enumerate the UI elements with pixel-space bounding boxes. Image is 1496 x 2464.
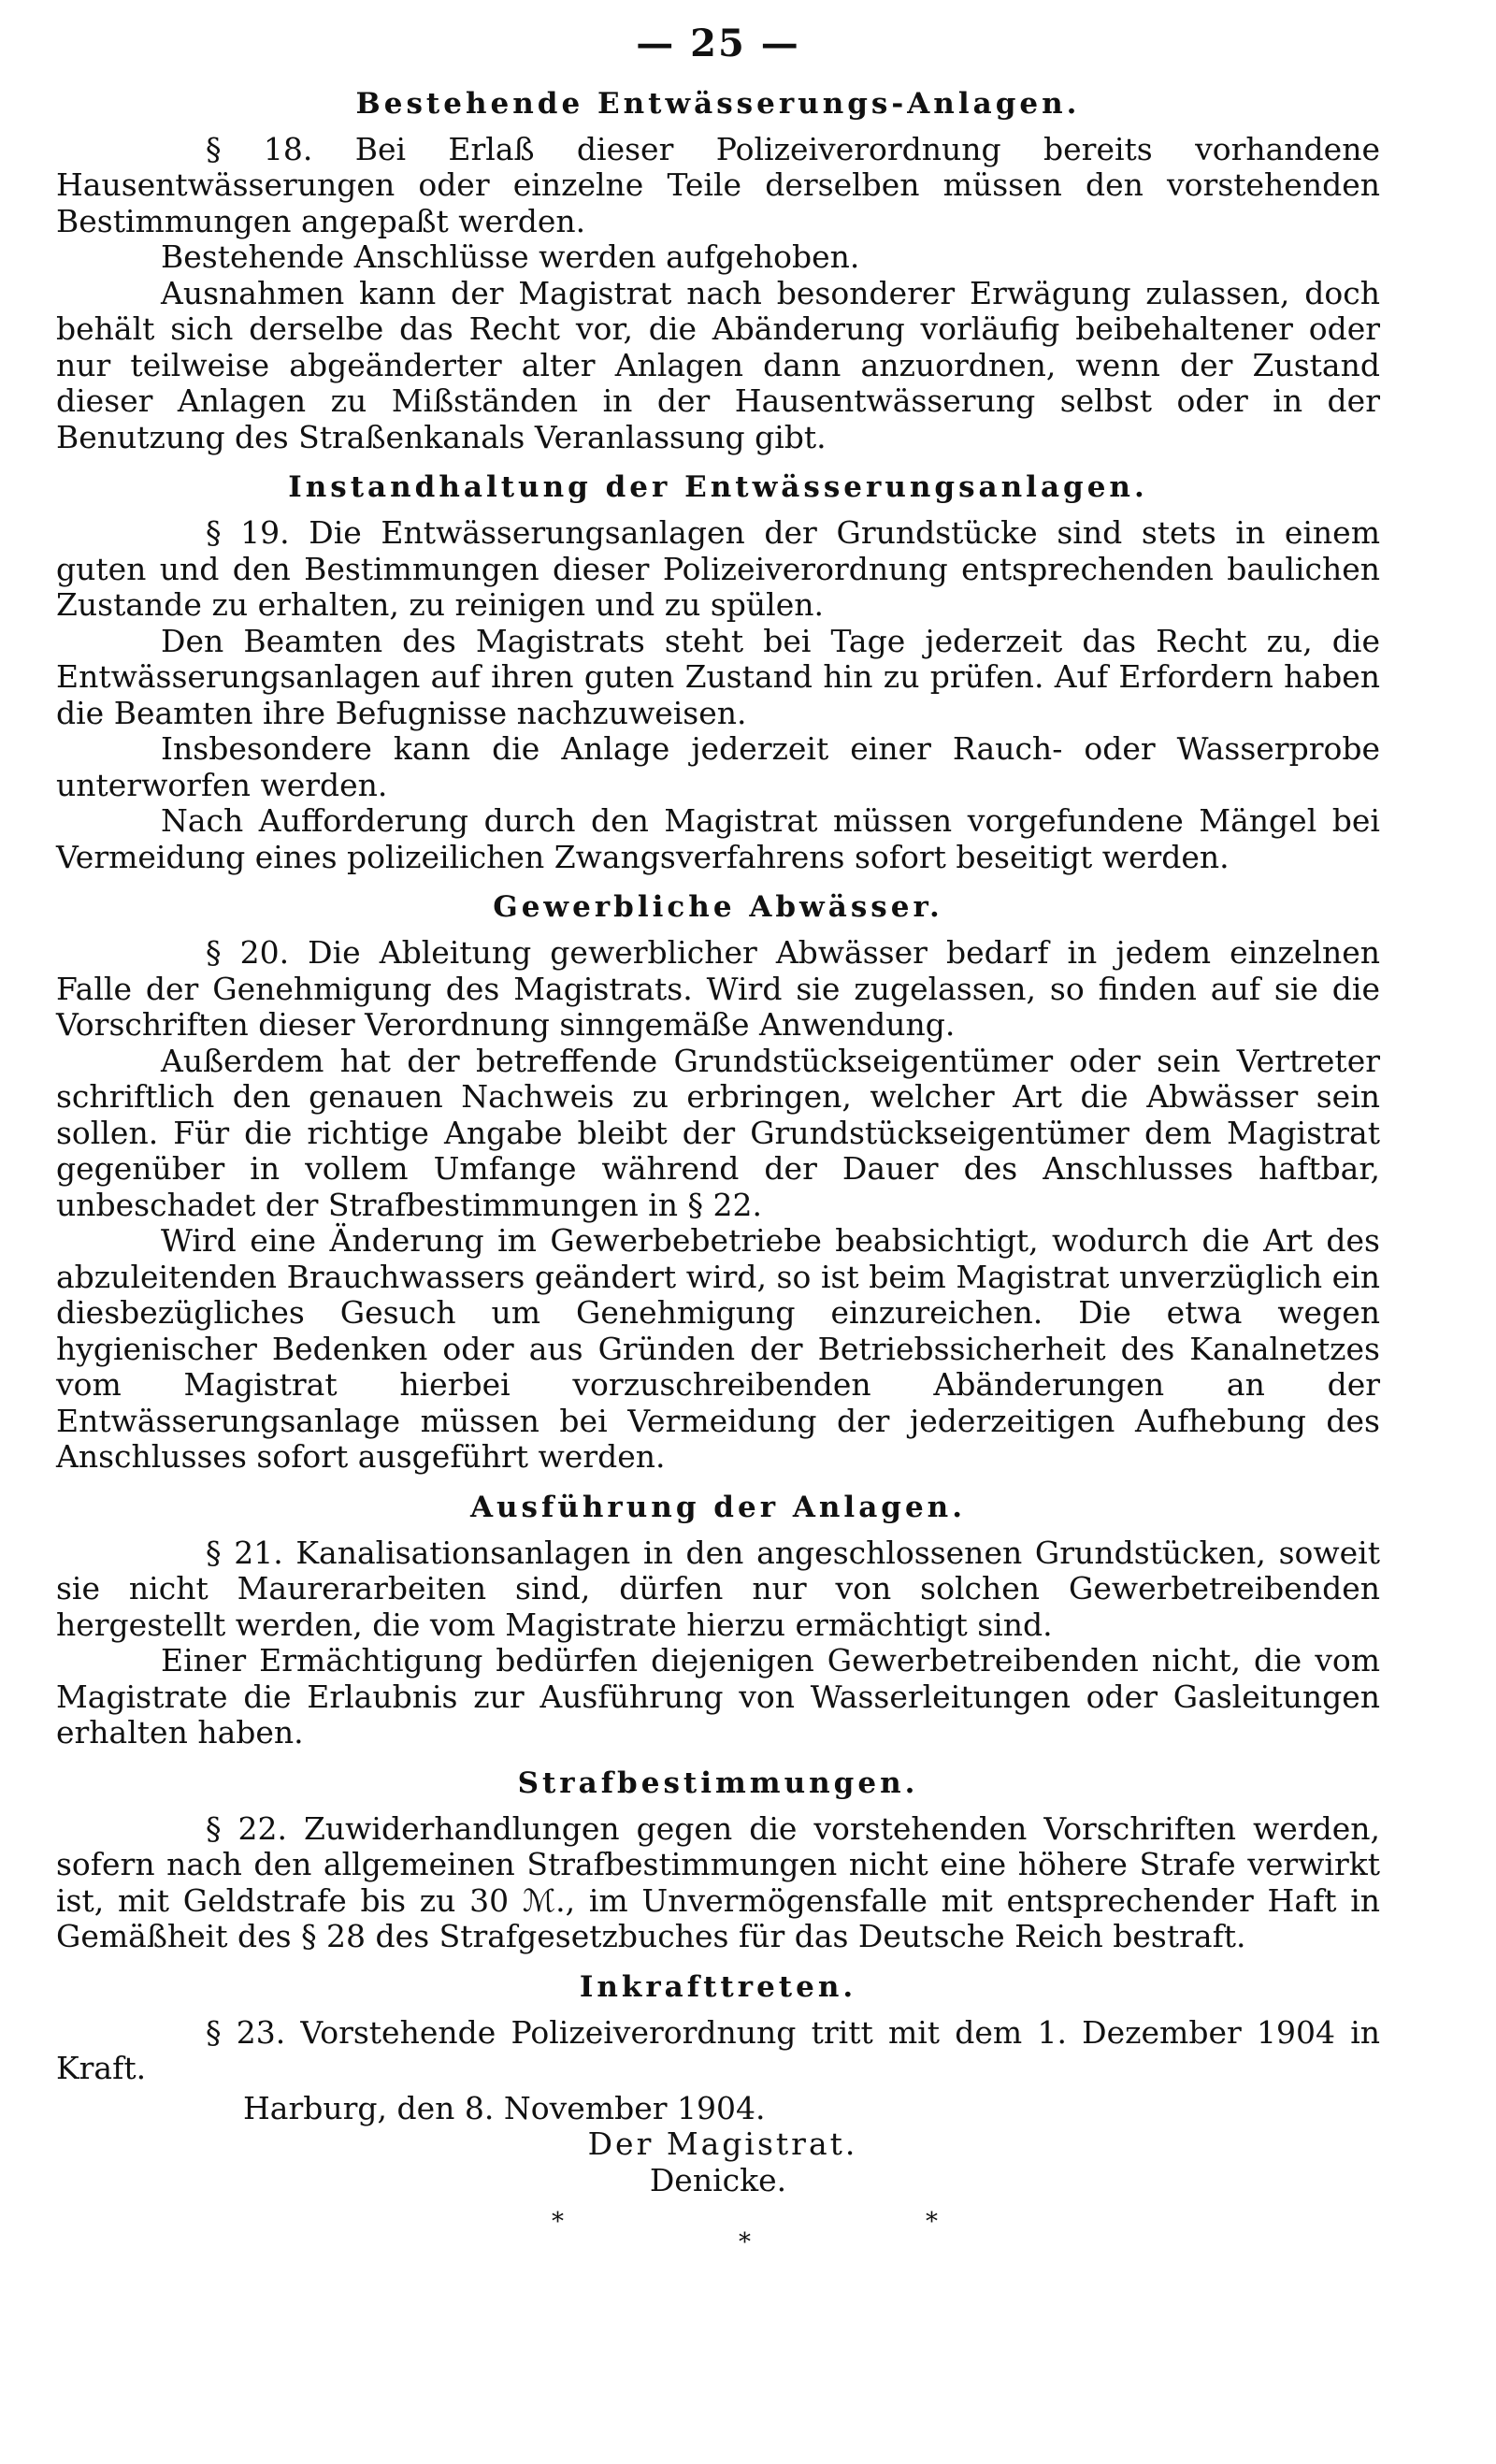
section-heading: Strafbestimmungen. (517, 1765, 919, 1800)
section-heading: Ausführung der Anlagen. (469, 1490, 967, 1524)
paragraph: § 20. Die Ableitung gewerblicher Abwässer bedarf in jedem einzelnen Falle der Genehmigung des Magistrats. Wird sie zugelassen, so finden auf sie die Vorschriften dieser Verordnung sinngemäße Anwendung. (56, 934, 1380, 1043)
section-heading: Gewerbliche Abwässer. (493, 890, 943, 924)
page-number: — 25 — (636, 22, 800, 65)
section-bestehende-anlagen (56, 85, 1380, 456)
section-strafbestimmungen (56, 1765, 1380, 1955)
paragraph: Einer Ermächtigung bedürfen diejenigen Gewerbetreibenden nicht, die vom Magistrate die Erlaubnis zur Ausführung von Wasserleitungen oder Gasleitungen erhalten haben. (56, 1642, 1380, 1751)
paragraph: § 22. Zuwiderhandlungen gegen die vorstehenden Vorschriften werden, sofern nach den allgemeinen Strafbestimmungen nicht eine höhere Strafe verwirkt ist, mit Geldstrafe bis zu 30 ℳ., im Unvermögensfalle mit entsprechender Haft in Gemäßheit des § 28 des Strafgesetzbuches für das Deutsche Reich bestraft. (56, 1809, 1380, 1954)
paragraph: Wird eine Änderung im Gewerbebetriebe beabsichtigt, wodurch die Art des abzuleitenden Brauchwassers geändert wird, so ist beim Magistrat unverzüglich ein diesbezügliches Gesuch um Genehmigung einzureichen. Die etwa wegen hygienischer Bedenken oder aus Gründen der Betriebssicherheit des Kanalnetzes vom Magistrat hierbei vorzuschreibenden Abänderungen an der Entwässerungsanlage müssen bei Vermeidung der jederzeitigen Aufhebung des Anschlusses sofort ausgeführt werden. (56, 1222, 1380, 1475)
section-heading: Inkrafttreten. (579, 1969, 857, 2004)
asterisk: * (552, 2208, 564, 2236)
paragraph: Bestehende Anschlüsse werden aufgehoben. (161, 238, 860, 275)
asterism-divider (56, 2204, 1380, 2260)
section-ausfuehrung (56, 1489, 1380, 1751)
section-gewerbliche-abwaesser (56, 888, 1380, 1476)
paragraph: § 19. Die Entwässerungsanlagen der Grundstücke sind stets in einem guten und den Bestimmungen dieser Polizeiverordnung entsprechenden baulichen Zustande zu erhalten, zu reinigen und zu spülen. (56, 514, 1380, 623)
signatory-name: Denicke. (649, 2161, 787, 2198)
signing-authority: Der Magistrat. (587, 2125, 858, 2162)
paragraph: § 21. Kanalisationsanlagen in den angeschlossenen Grundstücken, soweit sie nicht Maurerarbeiten sind, dürfen nur von solchen Gewerbetreibenden hergestellt werden, die vom Magistrate hierzu ermächtigt sind. (56, 1534, 1380, 1643)
paragraph: Den Beamten des Magistrats steht bei Tage jederzeit das Recht zu, die Entwässerungsanlagen auf ihren guten Zustand hin zu prüfen. Auf Erfordern haben die Beamten ihre Befugnisse nachzuweisen. (56, 622, 1380, 731)
paragraph: § 18. Bei Erlaß dieser Polizeiverordnung bereits vorhandene Hausentwässerungen oder einzelne Teile derselben müssen den vorstehenden Bestimmungen angepaßt werden. (56, 130, 1380, 239)
signature-block (56, 2091, 1380, 2199)
section-heading: Instandhaltung der Entwässerungsanlagen. (288, 470, 1148, 504)
paragraph: Außerdem hat der betreffende Grundstückseigentümer oder sein Vertreter schriftlich den genauen Nachweis zu erbringen, welcher Art die Abwässer sein sollen. Für die richtige Angabe bleibt der Grundstückseigentümer dem Magistrat gegenüber in vollem Umfange während der Dauer des Anschlusses haftbar, unbeschadet der Strafbestimmungen in § 22. (56, 1042, 1380, 1223)
asterisk: * (926, 2208, 938, 2236)
section-instandhaltung (56, 468, 1380, 875)
paragraph: Ausnahmen kann der Magistrat nach besonderer Erwägung zulassen, doch behält sich derselbe das Recht vor, die Abänderung vorläufig beibehaltener oder nur teilweise abgeänderter alter Anlagen dann anzuordnen, wenn der Zustand dieser Anlagen zu Mißständen in der Hausentwässerung selbst oder in der Benutzung des Straßenkanals Veranlassung gibt. (56, 274, 1380, 455)
asterisk: * (739, 2228, 751, 2256)
place-date: Harburg, den 8. November 1904. (243, 2089, 766, 2126)
paragraph: § 23. Vorstehende Polizeiverordnung tritt mit dem 1. Dezember 1904 in Kraft. (56, 2013, 1380, 2086)
paragraph: Insbesondere kann die Anlage jederzeit einer Rauch- oder Wasserprobe unterworfen werden. (56, 730, 1380, 803)
section-inkrafttreten (56, 1968, 1380, 2087)
paragraph: Nach Aufforderung durch den Magistrat müssen vorgefundene Mängel bei Vermeidung eines polizeilichen Zwangsverfahrens sofort beseitigt werden. (56, 802, 1380, 875)
section-heading: Bestehende Entwässerungs-Anlagen. (355, 86, 1081, 121)
